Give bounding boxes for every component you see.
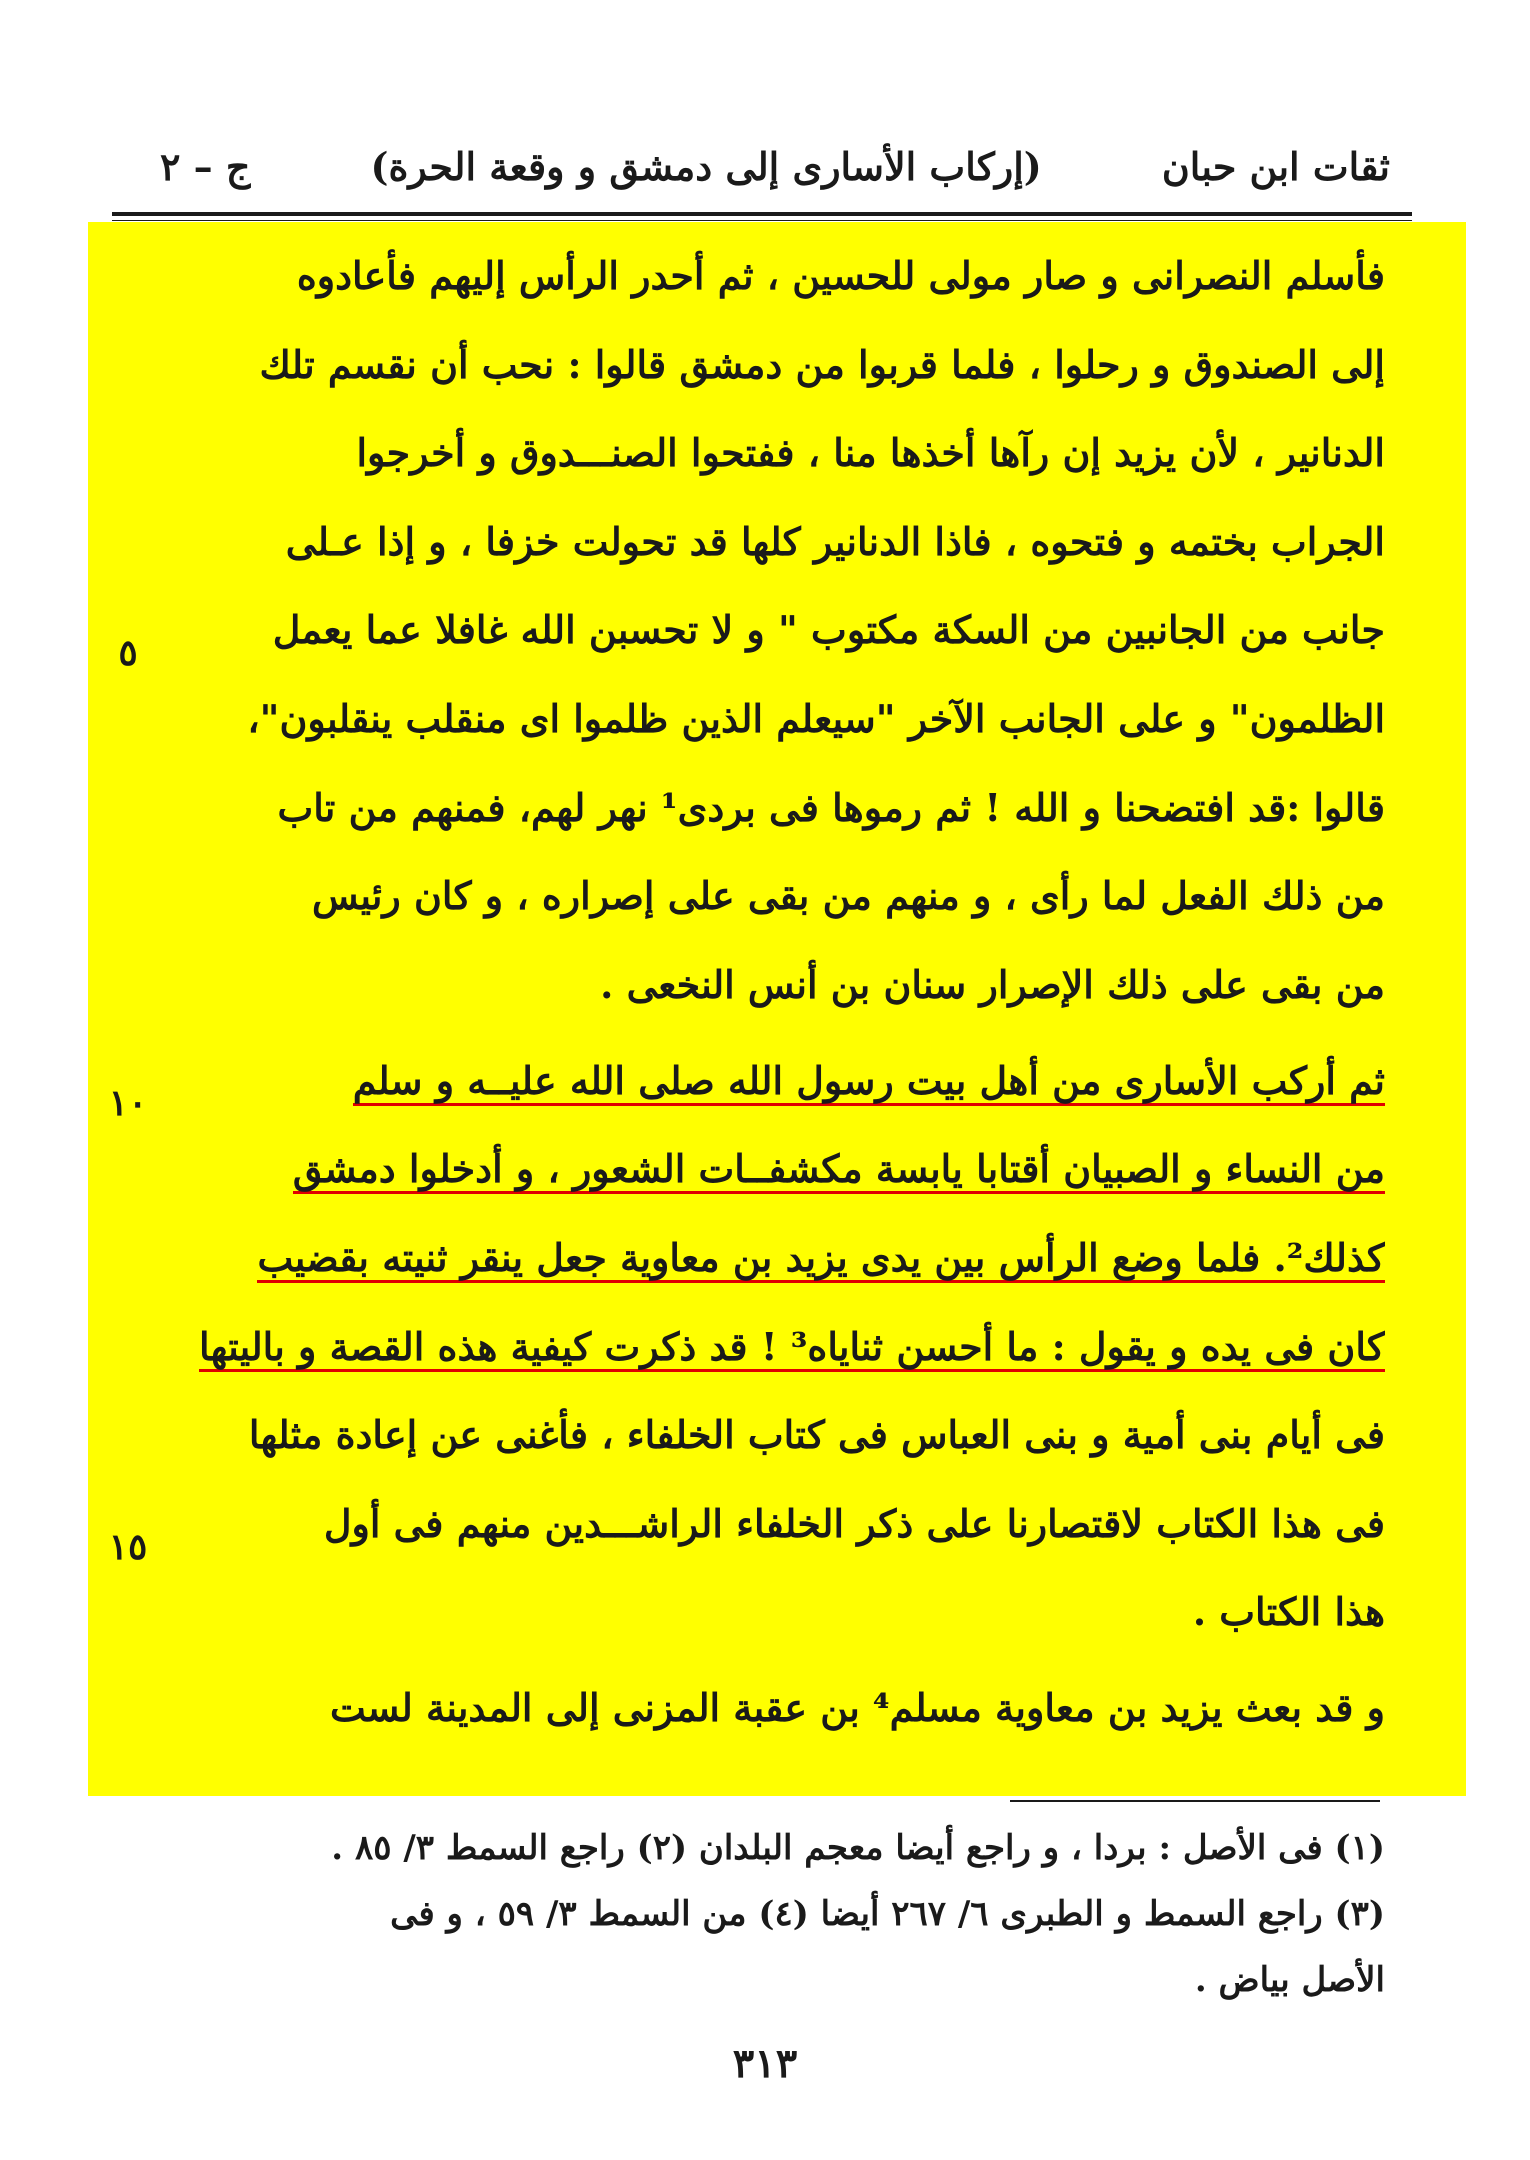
underlined-text: كان فى يده و يقول : ما أحسن ثناياه³ ! قد ذكرت كيفية هذه القصة و باليتها	[199, 1324, 1385, 1372]
footnote-line: (٣) راجع السمط و الطبرى ٦/ ٢٦٧ أيضا (٤) من السمط ٣/ ٥٩ ، و فى	[390, 1894, 1385, 1934]
text-line: و قد بعث يزيد بن معاوية مسلم⁴ بن عقبة المزنى إلى المدينة لست	[330, 1685, 1385, 1731]
text-line: الظلمون" و على الجانب الآخر "سيعلم الذين ظلموا اى منقلب ينقلبون"،	[247, 695, 1385, 741]
underlined-text: ثم أركب الأسارى من أهل بيت رسول الله صلى الله عليــه و سلم	[353, 1058, 1385, 1106]
text-line: جانب من الجانبين من السكة مكتوب " و لا تحسبن الله غافلا عما يعمل	[272, 607, 1385, 653]
text-line: فأسلم النصرانى و صار مولى للحسين ، ثم أحدر الرأس إليهم فأعادوه	[296, 253, 1385, 298]
text-line: فى هذا الكتاب لاقتصارنا على ذكر الخلفاء الراشـــدين منهم فى أول	[323, 1500, 1385, 1546]
underlined-text: من النساء و الصبيان أقتابا يابسة مكشفــات الشعور ، و أدخلوا دمشق	[293, 1146, 1385, 1194]
header-volume: ج – ٢	[160, 143, 251, 189]
text-line-underlined	[170, 1037, 1385, 1126]
text-line: هذا الكتاب .	[1192, 1589, 1385, 1635]
text-line: من بقى على ذلك الإصرار سنان بن أنس النخعى .	[600, 961, 1385, 1007]
body-text	[170, 232, 1385, 1753]
line-number: ٥	[118, 632, 138, 674]
underlined-text: كذلك². فلما وضع الرأس بين يدى يزيد بن معاوية جعل ينقر ثنيته بقضيب	[257, 1235, 1385, 1283]
text-line: الدنانير ، لأن يزيد إن رآها أخذها منا ، ففتحوا الصنـــدوق و أخرجوا	[356, 430, 1385, 476]
text-line-underlined	[170, 1125, 1385, 1214]
text-line-underlined	[170, 1303, 1385, 1392]
header-rule	[112, 212, 1412, 216]
header-chapter-title: (إركاب الأسارى إلى دمشق و وقعة الحرة)	[370, 143, 1042, 189]
line-number: ١٥	[108, 1526, 148, 1568]
header-book-title: ثقات ابن حبان	[1161, 143, 1390, 189]
text-line: الجراب بختمه و فتحوه ، فاذا الدنانير كلها قد تحولت خزفا ، و إذا عـلى	[285, 518, 1385, 564]
page-number: ٣١٣	[732, 2040, 798, 2087]
footnote-rule	[1010, 1800, 1380, 1802]
text-line: من ذلك الفعل لما رأى ، و منهم من بقى على إصراره ، و كان رئيس	[311, 873, 1385, 919]
text-line-underlined	[170, 1214, 1385, 1303]
header-rule-thin	[112, 220, 1412, 221]
text-line: إلى الصندوق و رحلوا ، فلما قربوا من دمشق قالوا : نحب أن نقسم تلك	[259, 341, 1385, 387]
text-line: قالوا :قد افتضحنا و الله ! ثم رموها فى بردى¹ نهر لهم، فمنهم من تاب	[277, 784, 1385, 830]
line-number: ١٠	[108, 1082, 148, 1124]
footnote-line: الأصل بياض .	[1194, 1960, 1385, 2000]
footnotes	[150, 1815, 1385, 2013]
footnote-line: (١) فى الأصل : بردا ، و راجع أيضا معجم البلدان (٢) راجع السمط ٣/ ٨٥ .	[331, 1828, 1385, 1868]
page-header	[160, 138, 1390, 194]
text-line: فى أيام بنى أمية و بنى العباس فى كتاب الخلفاء ، فأغنى عن إعادة مثلها	[248, 1412, 1385, 1458]
